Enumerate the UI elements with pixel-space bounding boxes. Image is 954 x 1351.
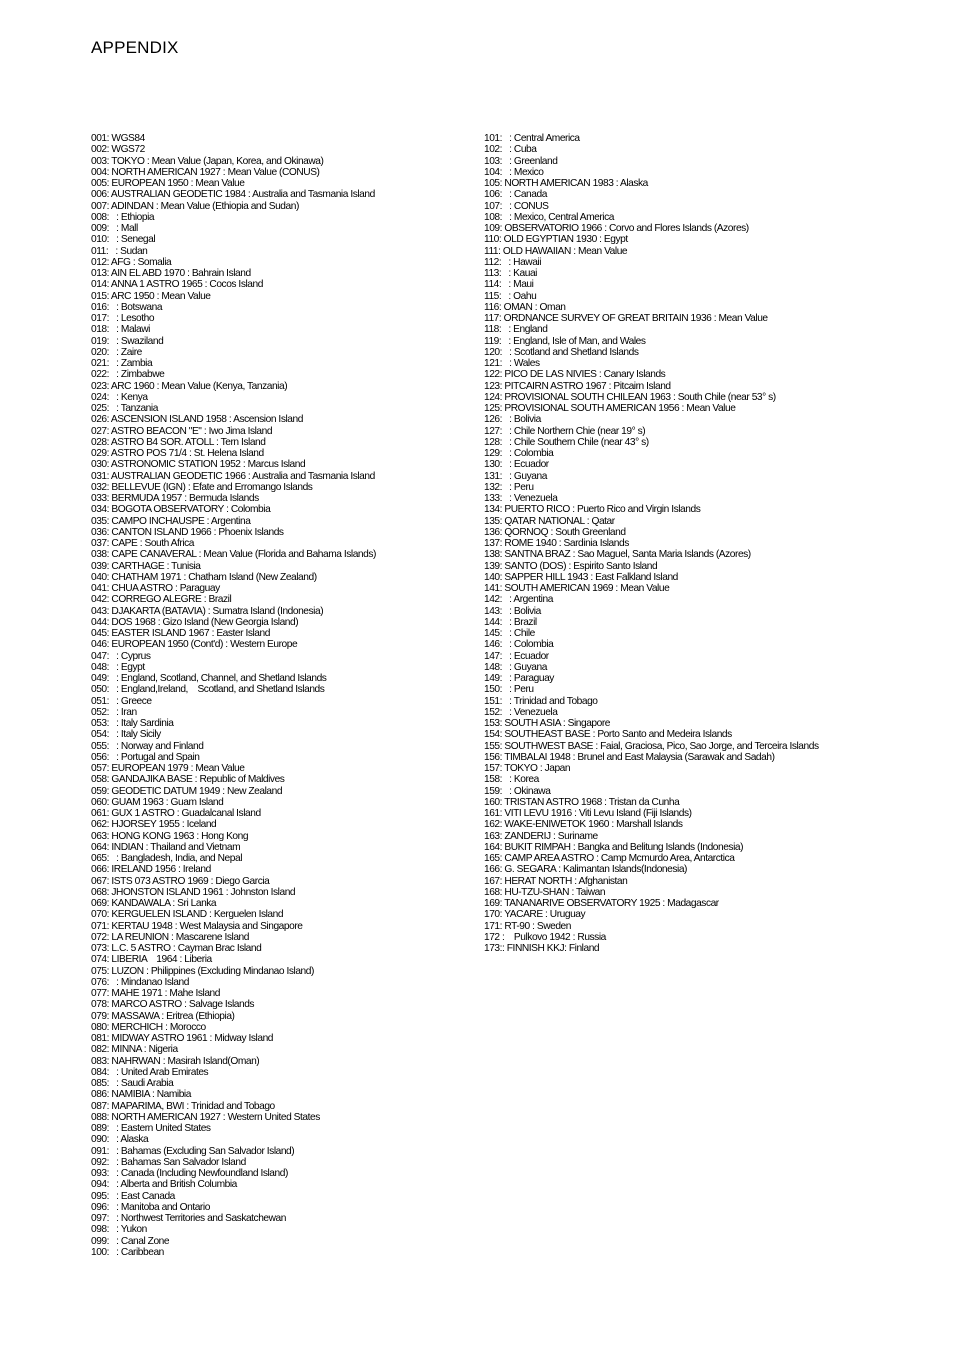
datum-entry: 016: : Botswana <box>91 301 163 313</box>
datum-entry: 072: LA REUNION : Mascarene Island <box>91 931 249 943</box>
datum-entry: 067: ISTS 073 ASTRO 1969 : Diego Garcia <box>91 875 270 887</box>
datum-entry: 161: VITI LEVU 1916 : Viti Levu Island (Fiji Islands) <box>484 808 692 819</box>
datum-entry: 086: NAMIBIA : Namibia <box>91 1089 191 1101</box>
datum-entry: 108: : Mexico, Central America <box>484 211 614 223</box>
datum-entry: 007: ADINDAN : Mean Value (Ethiopia and Sudan) <box>91 200 299 212</box>
datum-entry: 056: : Portugal and Spain <box>91 751 200 763</box>
datum-entry: 020: : Zaire <box>91 346 142 358</box>
datum-entry: 159: : Okinawa <box>484 785 551 797</box>
datum-entry: 085: : Saudi Arabia <box>91 1078 174 1089</box>
datum-entry: 071: KERTAU 1948 : West Malaysia and Singapore <box>91 920 303 932</box>
datum-entry: 165: CAMP AREA ASTRO : Camp Mcmurdo Area, Antarctica <box>484 853 735 864</box>
datum-entry: 141: SOUTH AMERICAN 1969 : Mean Value <box>484 583 670 594</box>
datum-entry: 061: GUX 1 ASTRO : Guadalcanal Island <box>91 808 261 819</box>
datum-entry: 103: : Greenland <box>484 155 558 167</box>
datum-entry: 133: : Venezuela <box>484 493 558 504</box>
datum-entry: 126: : Bolivia <box>484 414 541 426</box>
datum-entry: 137: ROME 1940 : Sardinia Islands <box>484 538 629 549</box>
datum-entry: 155: SOUTHWEST BASE : Faial, Graciosa, Pico, Sao Jorge, and Terceira Islands <box>484 740 819 752</box>
datum-entry: 109: OBSERVATORIO 1966 : Corvo and Flores Islands (Azores) <box>484 223 749 234</box>
datum-entry: 150: : Peru <box>484 684 534 696</box>
datum-entry: 078: MARCO ASTRO : Salvage Islands <box>91 999 255 1011</box>
datum-entry: 130: : Ecuador <box>484 459 549 471</box>
datum-entry: 039: CARTHAGE : Tunisia <box>91 560 201 572</box>
datum-entry: 136: QORNOQ : South Greenland <box>484 526 626 538</box>
datum-entry: 135: QATAR NATIONAL : Qatar <box>484 515 615 527</box>
datum-entry: 160: TRISTAN ASTRO 1968 : Tristan da Cunha <box>484 796 680 808</box>
datum-entry: 049: : England, Scotland, Channel, and Shetland Islands <box>91 673 327 684</box>
datum-entry: 077: MAHE 1971 : Mahe Island <box>91 988 220 999</box>
datum-entry: 093: : Canada (Including Newfoundland Island) <box>91 1168 288 1179</box>
datum-entry: 035: CAMPO INCHAUSPE : Argentina <box>91 515 251 527</box>
datum-entry: 051: : Greece <box>91 695 152 707</box>
datum-entry: 151: : Trinidad and Tobago <box>484 695 598 707</box>
datum-entry: 149: : Paraguay <box>484 673 554 684</box>
datum-entry: 011: : Sudan <box>91 245 148 257</box>
datum-entry: 162: WAKE-ENIWETOK 1960 : Marshall Islands <box>484 819 683 831</box>
datum-entry: 005: EUROPEAN 1950 : Mean Value <box>91 178 245 189</box>
datum-entry: 074: LIBERIA 1964 : Liberia <box>91 954 212 966</box>
datum-entry: 081: MIDWAY ASTRO 1961 : Midway Island <box>91 1033 274 1044</box>
datum-entry: 101: : Central America <box>484 133 580 144</box>
datum-entry: 132: : Peru <box>484 481 534 493</box>
datum-entry: 003: TOKYO : Mean Value (Japan, Korea, and Okinawa) <box>91 155 324 167</box>
datum-entry: 142: : Argentina <box>484 594 553 606</box>
datum-entry: 018: : Malawi <box>91 324 150 336</box>
datum-entry: 036: CANTON ISLAND 1966 : Phoenix Islands <box>91 526 284 538</box>
datum-entry: 147: : Ecuador <box>484 650 549 662</box>
datum-entry: 068: JHONSTON ISLAND 1961 : Johnston Island <box>91 886 296 898</box>
datum-entry: 106: : Canada <box>484 189 547 201</box>
datum-entry: 022: : Zimbabwe <box>91 369 165 381</box>
datum-entry: 092: : Bahamas San Salvador Island <box>91 1156 246 1168</box>
datum-entry: 065: : Bangladesh, India, and Nepal <box>91 853 243 864</box>
datum-entry: 118: : England <box>484 324 548 336</box>
datum-entry: 031: AUSTRALIAN GEODETIC 1966 : Australia and Tasmania Island <box>91 470 375 482</box>
datum-entry: 100: : Caribbean <box>91 1246 164 1258</box>
datum-entry: 166: G. SEGARA : Kalimantan Islands(Indonesia) <box>484 864 687 876</box>
datum-entry: 032: BELLEVUE (IGN) : Efate and Erromango Islands <box>91 481 313 493</box>
datum-entry: 060: GUAM 1963 : Guam Island <box>91 796 224 808</box>
datum-entry: 172 : Pulkovo 1942 : Russia <box>484 931 606 943</box>
datum-entry: 094: : Alberta and British Columbia <box>91 1179 237 1191</box>
datum-entry: 082: MINNA : Nigeria <box>91 1044 178 1056</box>
datum-entry: 157: TOKYO : Japan <box>484 763 571 774</box>
datum-entry: 057: EUROPEAN 1979 : Mean Value <box>91 763 245 774</box>
datum-entry: 087: MAPARIMA, BWI : Trinidad and Tobago <box>91 1100 275 1112</box>
datum-entry: 015: ARC 1950 : Mean Value <box>91 290 211 302</box>
datum-entry: 089: : Eastern United States <box>91 1123 211 1134</box>
datum-entry: 037: CAPE : South Africa <box>91 538 195 549</box>
datum-entry: 116: OMAN : Oman <box>484 301 566 313</box>
datum-entry: 017: : Lesotho <box>91 313 155 324</box>
datum-entry: 046: EUROPEAN 1950 (Cont'd) : Western Europe <box>91 639 298 651</box>
datum-entry: 143: : Bolivia <box>484 605 541 617</box>
datum-entry: 114: : Maui <box>484 279 534 291</box>
datum-entry: 014: ANNA 1 ASTRO 1965 : Cocos Island <box>91 279 263 291</box>
datum-entry: 112: : Hawaii <box>484 256 542 268</box>
datum-entry: 084: : United Arab Emirates <box>91 1066 209 1078</box>
datum-entry: 173:: FINNISH KKJ: Finland <box>484 943 600 954</box>
datum-entry: 154: SOUTHEAST BASE : Porto Santo and Medeira Islands <box>484 729 732 741</box>
datum-entry: 063: HONG KONG 1963 : Hong Kong <box>91 830 249 842</box>
datum-entry: 048: : Egypt <box>91 661 145 673</box>
datum-entry: 117: ORDNANCE SURVEY OF GREAT BRITAIN 1936 : Mean Value <box>484 313 768 324</box>
datum-entry: 128: : Chile Southern Chile (near 43° s) <box>484 436 649 448</box>
datum-entry: 156: TIMBALAI 1948 : Brunel and East Malaysia (Sarawak and Sadah) <box>484 751 775 763</box>
datum-entry: 131: : Guyana <box>484 470 547 482</box>
datum-entry: 052: : Iran <box>91 706 137 718</box>
datum-entry: 009: : Mall <box>91 223 138 234</box>
datum-entry: 119: : England, Isle of Man, and Wales <box>484 335 646 347</box>
datum-entry: 107: : CONUS <box>484 200 549 212</box>
datum-entry: 124: PROVISIONAL SOUTH CHILEAN 1963 : South Chile (near 53° s) <box>484 391 776 403</box>
datum-entry: 083: NAHRWAN : Masirah Island(Oman) <box>91 1055 260 1067</box>
datum-entry: 105: NORTH AMERICAN 1983 : Alaska <box>484 178 648 189</box>
datum-entry: 127: : Chile Northern Chie (near 19° s) <box>484 425 646 437</box>
page-title: APPENDIX <box>91 38 179 57</box>
datum-entry: 002: WGS72 <box>91 144 145 156</box>
datum-entry: 069: KANDAWALA : Sri Lanka <box>91 898 217 909</box>
datum-entry: 041: CHUA ASTRO : Paraguay <box>91 583 220 594</box>
datum-entry: 026: ASCENSION ISLAND 1958 : Ascension Island <box>91 414 303 426</box>
datum-entry: 088: NORTH AMERICAN 1927 : Western United States <box>91 1111 320 1123</box>
datum-entry: 064: INDIAN : Thailand and Vietnam <box>91 841 241 853</box>
datum-entry: 152: : Venezuela <box>484 706 558 718</box>
datum-entry: 095: : East Canada <box>91 1190 175 1202</box>
datum-entry: 059: GEODETIC DATUM 1949 : New Zealand <box>91 785 283 797</box>
datum-entry: 066: IRELAND 1956 : Ireland <box>91 864 211 876</box>
datum-entry: 030: ASTRONOMIC STATION 1952 : Marcus Island <box>91 459 306 471</box>
datum-entry: 090: : Alaska <box>91 1134 149 1146</box>
datum-entry: 099: : Canal Zone <box>91 1235 170 1247</box>
datum-entry: 029: ASTRO POS 71/4 : St. Helena Island <box>91 448 264 459</box>
datum-entry: 038: CAPE CANAVERAL : Mean Value (Florida and Bahama Islands) <box>91 549 376 561</box>
datum-entry: 047: : Cyprus <box>91 650 151 662</box>
datum-entry: 044: DOS 1968 : Gizo Island (New Georgia Island) <box>91 616 299 628</box>
datum-entry: 140: SAPPER HILL 1943 : East Falkland Island <box>484 571 678 583</box>
datum-entry: 024: : Kenya <box>91 391 148 403</box>
datum-entry: 025: : Tanzania <box>91 403 158 414</box>
datum-entry: 027: ASTRO BEACON "E" : Iwo Jima Island <box>91 425 273 437</box>
datum-entry: 145: : Chile <box>484 628 535 639</box>
datum-entry: 153: SOUTH ASIA : Singapore <box>484 718 611 729</box>
datum-entry: 102: : Cuba <box>484 144 537 156</box>
datum-entry: 062: HJORSEY 1955 : Iceland <box>91 819 217 831</box>
datum-entry: 045: EASTER ISLAND 1967 : Easter Island <box>91 628 270 639</box>
datum-entry: 168: HU-TZU-SHAN : Taiwan <box>484 886 606 898</box>
datum-entry: 110: OLD EGYPTIAN 1930 : Egypt <box>484 234 628 246</box>
datum-entry: 076: : Mindanao Island <box>91 976 189 988</box>
datum-entry: 115: : Oahu <box>484 290 537 302</box>
datum-entry: 040: CHATHAM 1971 : Chatham Island (New Zealand) <box>91 571 317 583</box>
datum-entry: 023: ARC 1960 : Mean Value (Kenya, Tanzania) <box>91 380 288 392</box>
datum-entry: 053: : Italy Sardinia <box>91 718 174 729</box>
datum-entry: 146: : Colombia <box>484 639 554 651</box>
datum-entry: 073: L.C. 5 ASTRO : Cayman Brac Island <box>91 943 262 954</box>
datum-entry: 019: : Swaziland <box>91 335 164 347</box>
datum-entry: 079: MASSAWA : Eritrea (Ethiopia) <box>91 1010 235 1022</box>
datum-entry: 121: : Wales <box>484 358 540 369</box>
datum-entry: 122: PICO DE LAS NIVIES : Canary Islands <box>484 369 666 381</box>
datum-entry: 139: SANTO (DOS) : Espirito Santo Island <box>484 560 658 572</box>
datum-entry: 091: : Bahamas (Excluding San Salvador Island) <box>91 1145 295 1157</box>
datum-entry: 129: : Colombia <box>484 448 554 459</box>
datum-entry: 006: AUSTRALIAN GEODETIC 1984 : Australia and Tasmania Island <box>91 189 375 201</box>
datum-entry: 120: : Scotland and Shetland Islands <box>484 346 639 358</box>
datum-entry: 054: : Italy Sicily <box>91 729 161 741</box>
datum-entry: 164: BUKIT RIMPAH : Bangka and Belitung Islands (Indonesia) <box>484 841 744 853</box>
datum-entry: 075: LUZON : Philippines (Excluding Mindanao Island) <box>91 965 314 977</box>
datum-entry: 138: SANTNA BRAZ : Sao Maguel, Santa Maria Islands (Azores) <box>484 549 751 561</box>
datum-entry: 070: KERGUELEN ISLAND : Kerguelen Island <box>91 909 284 921</box>
datum-entry: 080: MERCHICH : Morocco <box>91 1021 206 1033</box>
datum-entry: 004: NORTH AMERICAN 1927 : Mean Value (CONUS) <box>91 166 320 178</box>
datum-entry: 001: WGS84 <box>91 133 145 144</box>
datum-entry: 113: : Kauai <box>484 268 537 279</box>
datum-entry: 055: : Norway and Finland <box>91 740 204 752</box>
datum-entry: 034: BOGOTA OBSERVATORY : Colombia <box>91 504 271 516</box>
datum-list-left-column <box>91 133 471 1258</box>
datum-entry: 096: : Manitoba and Ontario <box>91 1201 210 1213</box>
datum-entry: 148: : Guyana <box>484 661 547 673</box>
datum-entry: 104: : Mexico <box>484 166 544 178</box>
datum-entry: 097: : Northwest Territories and Saskatchewan <box>91 1213 286 1224</box>
datum-entry: 167: HERAT NORTH : Afghanistan <box>484 875 628 887</box>
datum-entry: 144: : Brazil <box>484 616 537 628</box>
datum-entry: 010: : Senegal <box>91 234 156 246</box>
datum-entry: 169: TANANARIVE OBSERVATORY 1925 : Madagascar <box>484 898 719 909</box>
datum-entry: 170: YACARE : Uruguay <box>484 909 586 921</box>
datum-entry: 021: : Zambia <box>91 358 153 369</box>
datum-entry: 125: PROVISIONAL SOUTH AMERICAN 1956 : Mean Value <box>484 403 736 414</box>
datum-entry: 123: PITCAIRN ASTRO 1967 : Pitcairn Island <box>484 380 671 392</box>
datum-list-right-column <box>484 133 944 954</box>
datum-entry: 171: RT-90 : Sweden <box>484 920 571 932</box>
datum-entry: 111: OLD HAWAIIAN : Mean Value <box>484 245 628 257</box>
datum-entry: 008: : Ethiopia <box>91 211 155 223</box>
datum-entry: 134: PUERTO RICO : Puerto Rico and Virgin Islands <box>484 504 701 516</box>
datum-entry: 012: AFG : Somalia <box>91 256 172 268</box>
datum-entry: 043: DJAKARTA (BATAVIA) : Sumatra Island (Indonesia) <box>91 605 324 617</box>
datum-entry: 058: GANDAJIKA BASE : Republic of Maldives <box>91 774 285 786</box>
datum-entry: 163: ZANDERIJ : Suriname <box>484 830 598 842</box>
datum-entry: 033: BERMUDA 1957 : Bermuda Islands <box>91 493 259 504</box>
datum-entry: 028: ASTRO B4 SOR. ATOLL : Tern Island <box>91 436 266 448</box>
datum-entry: 050: : England,Ireland, Scotland, and Shetland Islands <box>91 684 325 696</box>
datum-entry: 042: CORREGO ALEGRE : Brazil <box>91 594 232 606</box>
datum-entry: 158: : Korea <box>484 774 539 786</box>
datum-entry: 098: : Yukon <box>91 1224 147 1236</box>
datum-entry: 013: AIN EL ABD 1970 : Bahrain Island <box>91 268 251 279</box>
